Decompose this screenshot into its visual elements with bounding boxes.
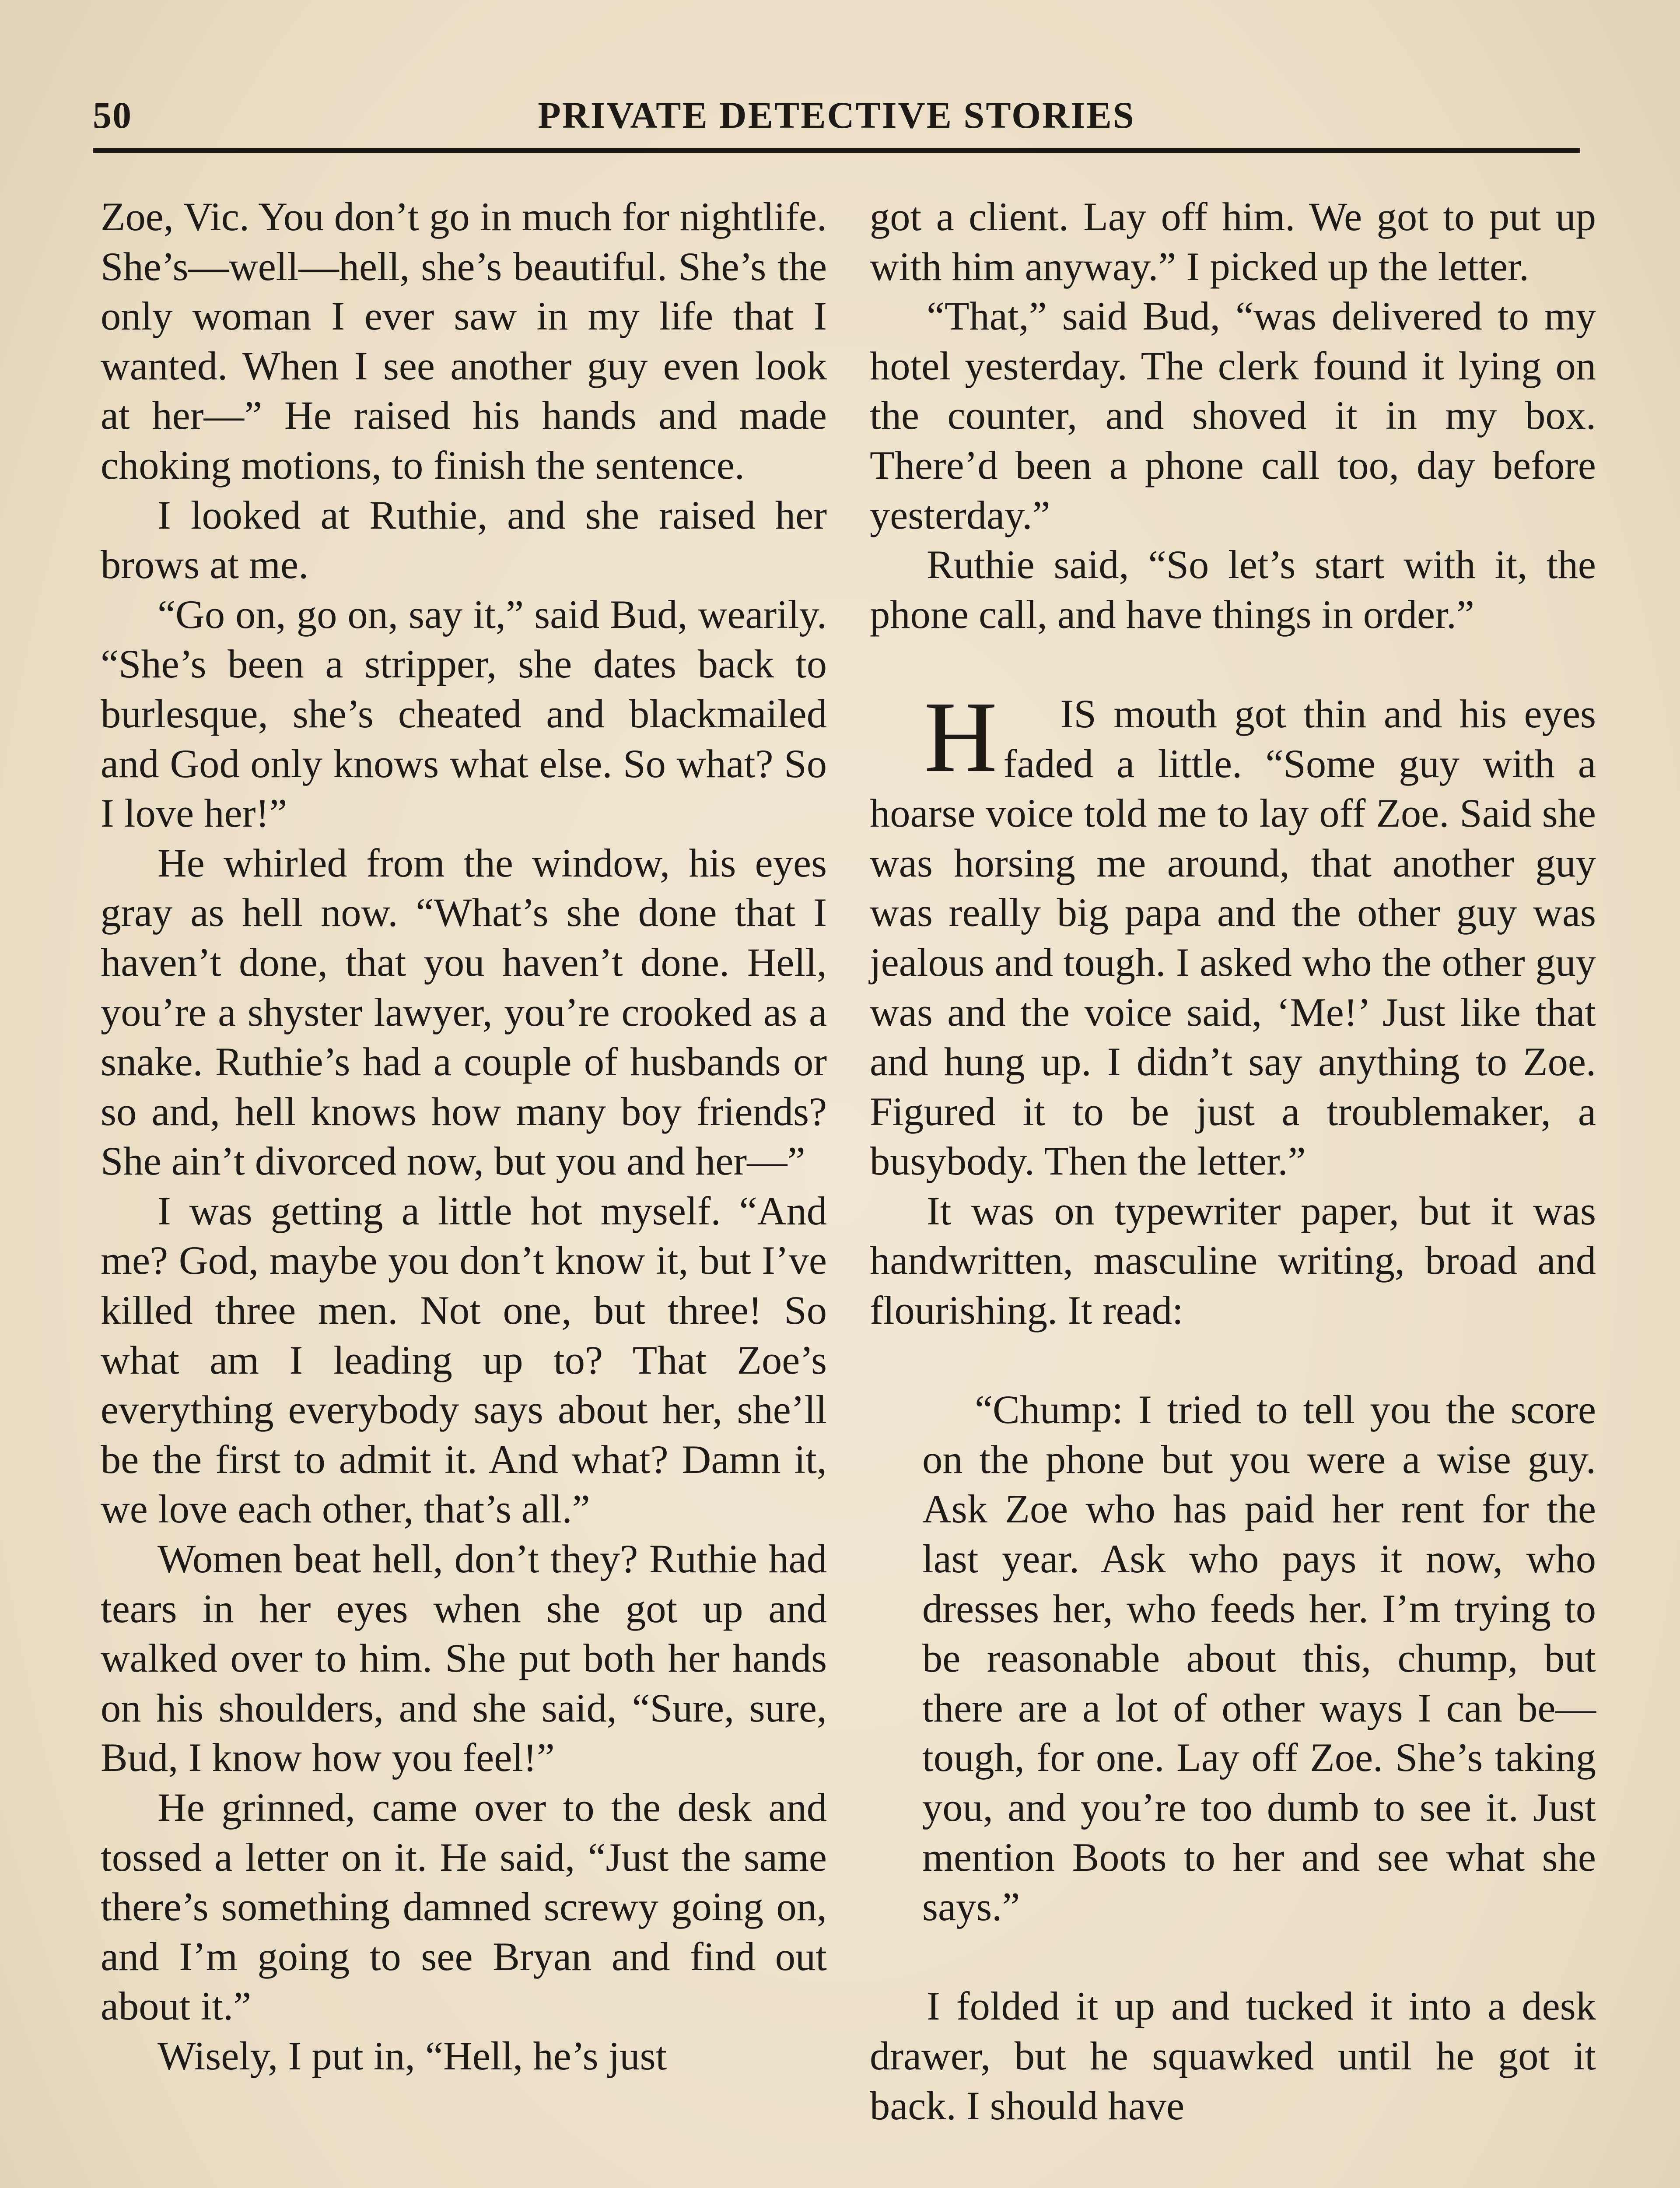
spacer bbox=[870, 1932, 1596, 1982]
right-column bbox=[870, 193, 1596, 2131]
header-rule bbox=[93, 148, 1580, 153]
paragraph: Zoe, Vic. You don’t go in much for nightlife. She’s—well—hell, she’s beautiful. She’s the only woman I ever saw in my life that I wanted. When I see another guy even look at her—” He raised his hands and made choking motions, to finish the sentence. bbox=[101, 195, 827, 488]
paragraph: He grinned, came over to the desk and tossed a letter on it. He said, “Just the same there’s something damned screwy going on, and I’m going to see Bryan and find out about it.” bbox=[101, 1785, 827, 2029]
paragraph: I folded it up and tucked it into a desk drawer, but he squawked until he got it back. I should have bbox=[870, 1984, 1596, 2128]
paragraph: Ruthie said, “So let’s start with it, the phone call, and have things in order.” bbox=[870, 543, 1596, 637]
letter-text: “Chump: I tried to tell you the score on the phone but you were a wise guy. Ask Zoe who has paid her rent for the last year. Ask who pays it now, who dresses her, who feeds her. I’m trying to be reasonable about this, chump, but there are a lot of other ways I can be—tough, for one. Lay off Zoe. She’s taking you, and you’re too dumb to see it. Just mention Boots to her and see what she says.” bbox=[922, 1388, 1596, 1930]
page-number: 50 bbox=[93, 94, 132, 136]
paragraph: He whirled from the window, his eyes gray as hell now. “What’s she done that I haven’t done, that you haven’t done. Hell, you’re a shyster lawyer, you’re crooked as a snake. Ruthie’s had a couple of husbands or so and, hell knows how many boy friends? She ain’t divorced now, but you and her—” bbox=[101, 841, 827, 1184]
paragraph: Wisely, I put in, “Hell, he’s just bbox=[158, 2034, 667, 2079]
paragraph-drop-cap bbox=[870, 680, 1596, 1187]
left-column bbox=[101, 193, 827, 2082]
drop-cap-text: IS mouth got thin and his eyes faded a little. “Some guy with a hoarse voice told me to lay off Zoe. Said she was horsing me around, that another guy was really big papa and the other guy was jealous and tough. I asked who the other guy was and the voice said, ‘Me!’ Just like that and hung up. I didn’t say anything to Zoe. Figured it to be just a troublemaker, a busybody. Then the letter.” bbox=[870, 691, 1596, 1184]
running-title: PRIVATE DETECTIVE STORIES bbox=[538, 94, 1135, 136]
paragraph: Women beat hell, don’t they? Ruthie had tears in her eyes when she got up and walked over to him. She put both her hands on his shoulders, and she said, “Sure, sure, Bud, I know how you feel!” bbox=[101, 1537, 827, 1781]
spacer bbox=[870, 1336, 1596, 1386]
paragraph: got a client. Lay off him. We got to put up with him anyway.” I picked up the letter. bbox=[870, 195, 1596, 289]
paragraph: I was getting a little hot myself. “And me? God, maybe you don’t know it, but I’ve killed three men. Not one, but three! So what am I leading up to? That Zoe’s everything everybody says about her, she’ll be the first to admit it. And what? Damn it, we love each other, that’s all.” bbox=[101, 1189, 827, 1532]
drop-cap: H bbox=[924, 680, 998, 793]
paragraph: It was on typewriter paper, but it was handwritten, masculine writing, broad and flourishing. It read: bbox=[870, 1189, 1596, 1333]
paragraph: I looked at Ruthie, and she raised her brows at me. bbox=[101, 493, 827, 588]
paragraph: “Go on, go on, say it,” said Bud, wearily. “She’s been a stripper, she dates back to burlesque, she’s cheated and blackmailed and God only knows what else. So what? So I love her!” bbox=[101, 592, 827, 836]
paragraph: “That,” said Bud, “was delivered to my hotel yesterday. The clerk found it lying on the counter, and shoved it in my box. There’d been a phone call too, day before yesterday.” bbox=[870, 294, 1596, 538]
quoted-letter bbox=[922, 1385, 1596, 1932]
page-header bbox=[93, 90, 1580, 138]
